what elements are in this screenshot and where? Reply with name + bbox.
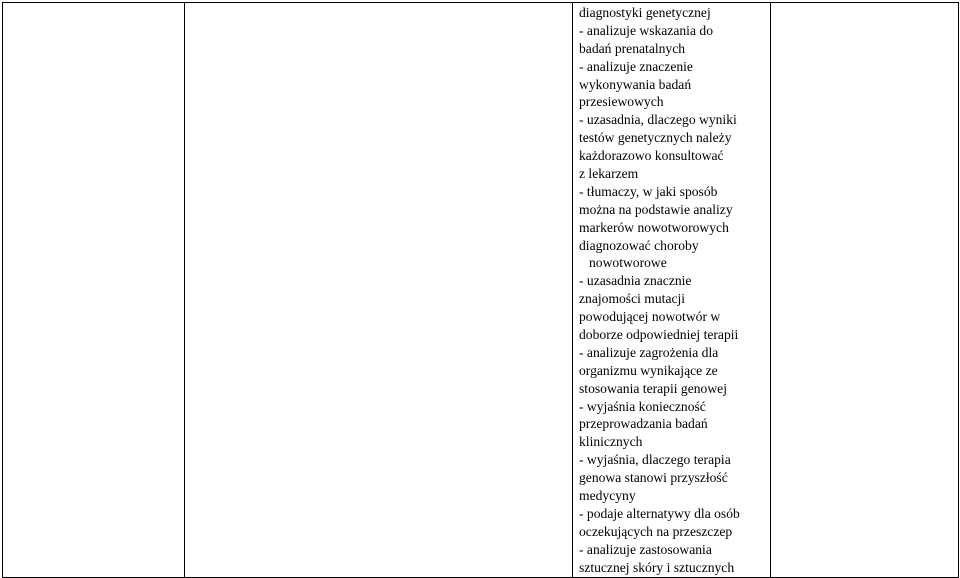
text-line: organizmu wynikające ze bbox=[579, 362, 718, 378]
text-line: oczekujących na przeszczep bbox=[579, 523, 733, 539]
text-line: - analizuje zagrożenia dla bbox=[579, 344, 719, 360]
text-line: klinicznych bbox=[579, 434, 643, 450]
text-line: przesiewowych bbox=[579, 94, 664, 110]
text-line: medycyny bbox=[579, 488, 636, 504]
text-line: - analizuje zastosowania bbox=[579, 541, 712, 557]
text-line: - wyjaśnia, dlaczego terapia bbox=[579, 452, 731, 468]
text-line: stosowania terapii genowej bbox=[579, 380, 727, 396]
text-line: powodującej nowotwór w bbox=[579, 309, 721, 325]
text-line: genowa stanowi przyszłość bbox=[579, 470, 728, 486]
text-line: - analizuje wskazania do bbox=[579, 22, 713, 38]
curriculum-table bbox=[2, 2, 959, 578]
table-cell-col2 bbox=[185, 3, 573, 578]
text-line: testów genetycznych należy bbox=[579, 130, 732, 146]
table-cell-col4 bbox=[771, 3, 959, 578]
requirements-text bbox=[573, 3, 770, 577]
text-line: znajomości mutacji bbox=[579, 291, 686, 307]
text-line: - tłumaczy, w jaki sposób bbox=[579, 183, 718, 199]
text-line: - wyjaśnia konieczność bbox=[579, 398, 706, 414]
table-cell-col1 bbox=[3, 3, 185, 578]
text-line: diagnozować choroby bbox=[579, 237, 699, 253]
text-line: - uzasadnia, dlaczego wyniki bbox=[579, 112, 737, 128]
text-line: wykonywania badań bbox=[579, 76, 692, 92]
text-line: można na podstawie analizy bbox=[579, 201, 733, 217]
text-line: markerów nowotworowych bbox=[579, 219, 729, 235]
text-line: - podaje alternatywy dla osób bbox=[579, 505, 740, 521]
text-line: diagnostyki genetycznej bbox=[579, 5, 711, 20]
text-line: - uzasadnia znacznie bbox=[579, 273, 692, 289]
text-line: - analizuje znaczenie bbox=[579, 58, 693, 74]
table-cell-col3 bbox=[573, 3, 771, 578]
text-line: z lekarzem bbox=[579, 166, 639, 182]
text-line: każdorazowo konsultować bbox=[579, 148, 724, 164]
text-line: przeprowadzania badań bbox=[579, 416, 708, 432]
text-line: doborze odpowiedniej terapii bbox=[579, 327, 739, 343]
text-line: nowotworowe bbox=[589, 255, 667, 271]
text-line: badań prenatalnych bbox=[579, 40, 686, 56]
table-row bbox=[3, 3, 959, 578]
text-line: sztucznej skóry i sztucznych bbox=[579, 559, 735, 575]
